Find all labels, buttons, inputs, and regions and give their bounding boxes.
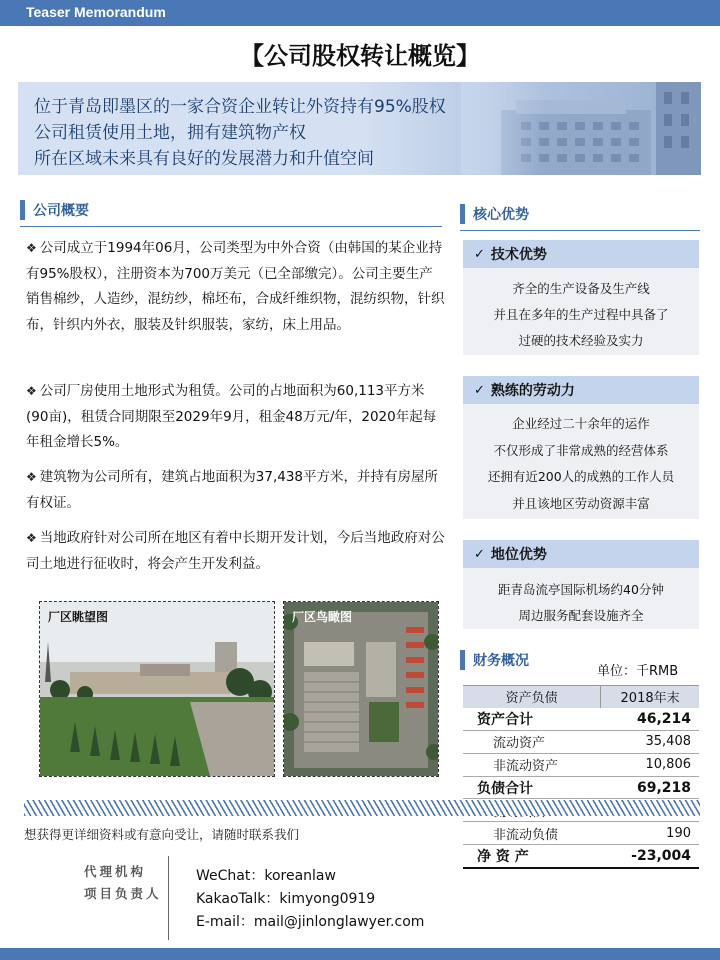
check-icon: ✓ (474, 246, 485, 262)
page-title: 【公司股权转让概览】 (240, 42, 480, 70)
advantages-divider (460, 230, 700, 231)
advantage-3-header: ✓ 地位优势 (463, 540, 699, 568)
table-row: 非流动负债 190 (463, 822, 699, 845)
heading-bar (460, 650, 465, 670)
aerial-view-image (284, 602, 438, 776)
summary-banner (18, 82, 701, 175)
table-header-row (463, 686, 699, 708)
hatch-divider (24, 800, 700, 816)
diamond-bullet-icon: ❖ (26, 241, 37, 255)
overview-divider (20, 226, 442, 227)
factory-view-image (40, 602, 274, 776)
overview-bullet-1: ❖ 公司成立于1994年06月，公司类型为中外合资（由韩国的某企业持有95%股权），注册资本为700万美元（已全部缴完）。公司主要生产销售棉纱，人造纱，混纺纱，棉坯布，合成纤维织物，混纺织物，针织布，针织内外衣，服装及针织服装，家纺，床上用品。 (26, 240, 445, 333)
table-row: 流动资产 35,408 (463, 730, 699, 753)
document-type-label: Teaser Memorandum (26, 4, 166, 20)
advantage-2-line-4: 并且该地区劳动资源丰富 (512, 496, 650, 511)
aerial-view-photo (283, 601, 439, 777)
advantages-heading: 核心优势 (460, 203, 529, 225)
contact-note: 想获得更详细资料或有意向受让，请随时联系我们 (24, 827, 300, 842)
header-cell-period: 2018年末 (601, 686, 699, 708)
contact-divider (168, 856, 169, 940)
diamond-bullet-icon: ❖ (26, 531, 37, 545)
wechat-contact: WeChat：koreanlaw (196, 868, 336, 884)
check-icon: ✓ (474, 546, 485, 562)
advantage-2-line-3: 还拥有近200人的成熟的工作人员 (487, 469, 675, 484)
balance-sheet-table (463, 685, 699, 869)
advantage-1-header: ✓ 技术优势 (463, 240, 699, 268)
advantage-1-body (463, 268, 699, 355)
advantage-1-line-3: 过硬的技术经验及实力 (518, 333, 644, 348)
banner-line-3: 所在区域未来具有良好的发展潜力和升值空间 (34, 149, 374, 169)
table-row: 资产合计 46,214 (463, 708, 699, 730)
advantage-2-line-2: 不仅形成了非常成熟的经营体系 (493, 443, 669, 458)
bottom-bar (0, 948, 720, 960)
diamond-bullet-icon: ❖ (26, 470, 37, 484)
top-bar (0, 0, 720, 26)
left-photo-caption: 厂区眺望图 (48, 610, 109, 624)
building-illustration (461, 82, 701, 175)
advantage-1-line-2: 并且在多年的生产过程中具备了 (493, 307, 669, 322)
advantage-3-body (463, 568, 699, 629)
finance-heading: 财务概况 (460, 649, 529, 671)
overview-bullet-3: ❖ 建筑物为公司所有，建筑占地面积为37,438平方米，并持有房屋所有权证。 (26, 469, 439, 511)
overview-bullet-4: ❖ 当地政府针对公司所在地区有着中长期开发计划，今后当地政府对公司土地进行征收时，将会产生开发利益。 (26, 530, 445, 572)
advantage-2-body (463, 404, 699, 519)
agency-label: 代理机构 (84, 864, 147, 879)
heading-bar (460, 204, 465, 224)
table-row: 负债合计 69,218 (463, 776, 699, 799)
table-row: 净 资 产 -23,004 (463, 845, 699, 868)
right-photo-caption: 厂区鸟瞰图 (292, 610, 353, 624)
advantage-3-line-2: 周边服务配套设施齐全 (518, 608, 644, 623)
overview-bullet-2: ❖ 公司厂房使用土地形式为租赁。公司的占地面积为60,113平方米(90亩)，租赁合同期限至2029年9月，租金48万元/年，2020年起每年租金增长5%。 (26, 383, 437, 450)
factory-view-photo (39, 601, 275, 777)
table-row: 非流动资产 10,806 (463, 753, 699, 776)
diamond-bullet-icon: ❖ (26, 384, 37, 398)
advantage-3-line-1: 距青岛流亭国际机场约40分钟 (498, 582, 664, 597)
advantage-2-header: ✓ 熟练的劳动力 (463, 376, 699, 404)
banner-line-2: 公司租赁使用土地，拥有建筑物产权 (34, 123, 306, 143)
banner-line-1: 位于青岛即墨区的一家合资企业转让外资持有95%股权 (34, 97, 446, 117)
overview-heading: 公司概要 (20, 199, 89, 221)
email-contact: E-mail：mail@jinlonglawyer.com (196, 914, 425, 930)
advantage-1-line-1: 齐全的生产设备及生产线 (512, 281, 650, 296)
heading-bar (20, 200, 25, 220)
kakaotalk-contact: KakaoTalk：kimyong0919 (196, 891, 376, 907)
project-lead-label: 项目负责人 (84, 886, 162, 901)
currency-unit: 单位：千RMB (597, 664, 679, 679)
header-cell-category: 资产负债 (463, 686, 601, 708)
check-icon: ✓ (474, 382, 485, 398)
advantage-2-line-1: 企业经过二十余年的运作 (512, 416, 650, 431)
